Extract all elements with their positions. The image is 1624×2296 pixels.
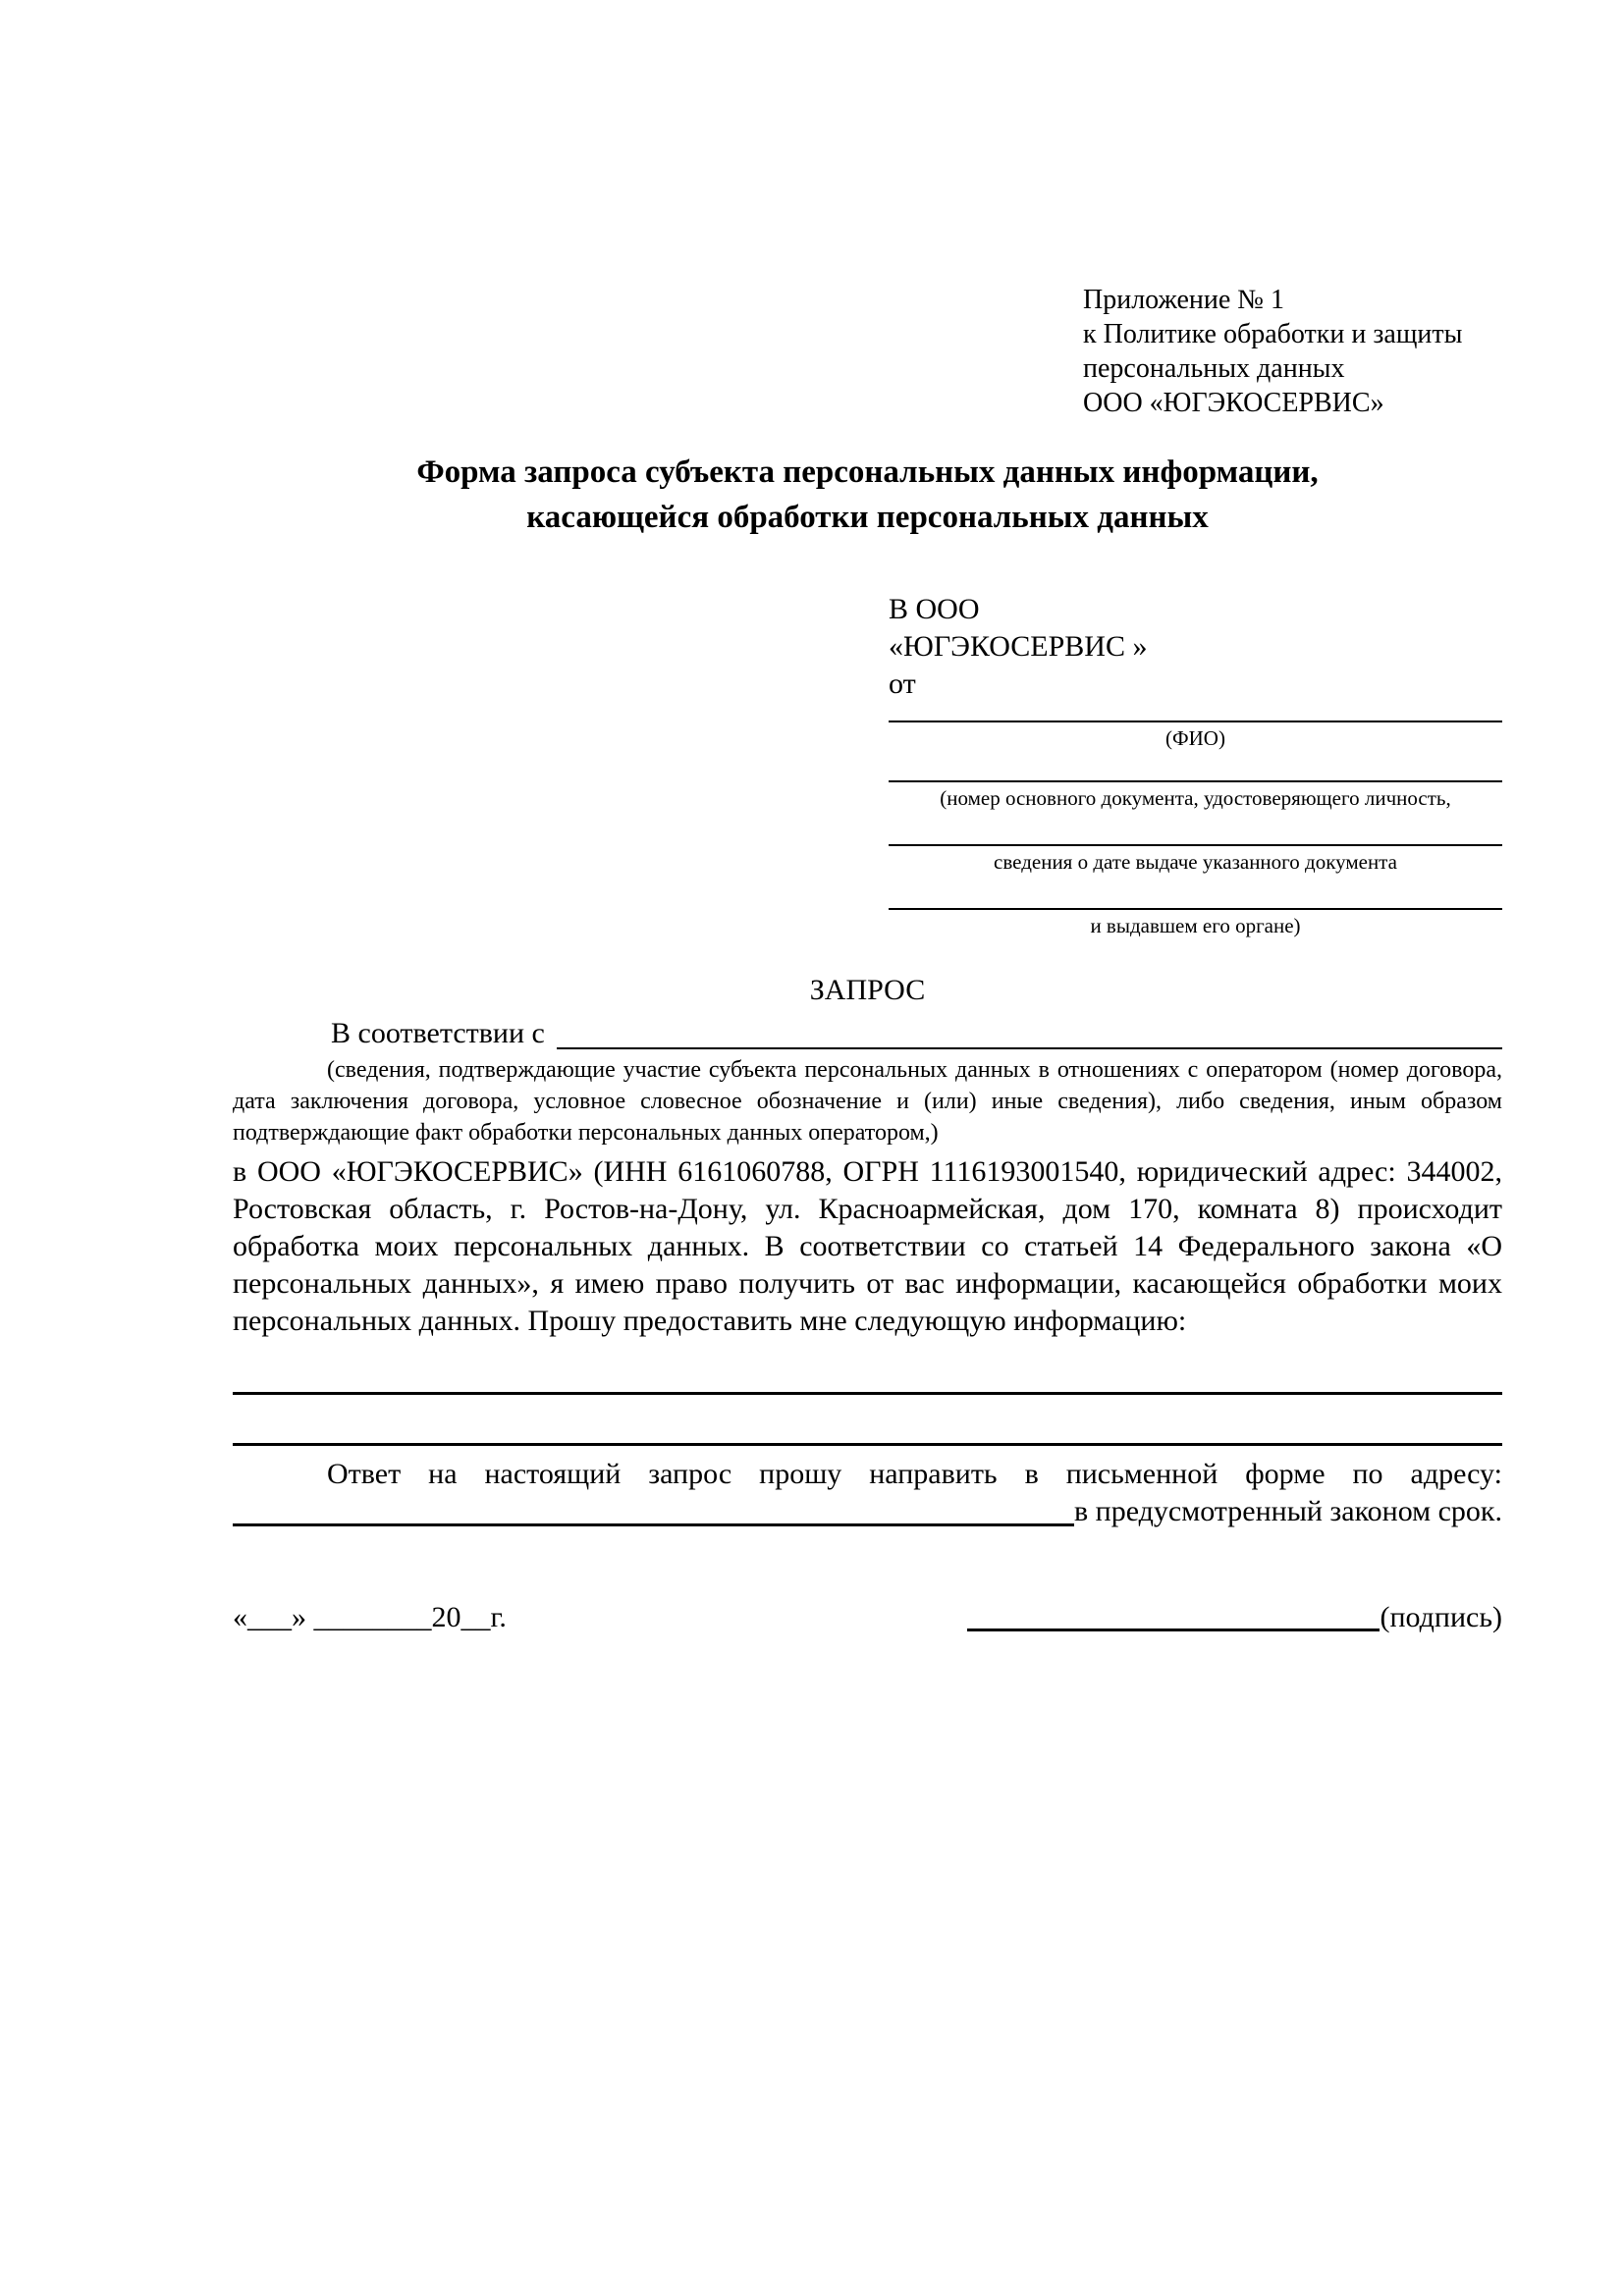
issue-date-input-line[interactable]: [889, 811, 1502, 846]
addressee-block: [889, 591, 1502, 938]
response-address-row: [233, 1493, 1502, 1530]
response-clause: Ответ на настоящий запрос прошу направить в письменной форме по адресу:: [327, 1458, 1502, 1490]
page-title: [233, 450, 1502, 540]
annex-line-2: к Политике обработки и защиты: [1083, 319, 1463, 349]
annex-line-4: ООО «ЮГЭКОСЕРВИС»: [1083, 388, 1384, 418]
annex-line-3: персональных данных: [1083, 353, 1345, 384]
requested-info-input-line-1[interactable]: [233, 1340, 1502, 1395]
addressee-from-label: от: [889, 667, 916, 700]
issue-date-caption: сведения о дате выдаче указанного документа: [994, 850, 1397, 874]
request-body-paragraph: в ООО «ЮГЭКОСЕРВИС» (ИНН 6161060788, ОГРН 1116193001540, юридический адрес: 344002, Ростовская область, г. Ростов-на-Дону, ул. Красноармейская, дом 170, комната 8) происходит обработка моих персональных данных. В соответствии со статьей 14 Федерального закона «О персональных данных», я имею право получить от вас информации, касающейся обработки моих персональных данных. Прошу предоставить мне следующую информацию:: [233, 1155, 1502, 1337]
footer-row: [233, 1599, 1502, 1636]
issuer-caption: и выдавшем его органе): [1090, 914, 1301, 937]
response-suffix-label: в предусмотренный законом срок.: [1074, 1495, 1502, 1527]
fio-input-line[interactable]: [889, 703, 1502, 722]
issuer-input-line[interactable]: [889, 875, 1502, 910]
signature-caption: (подпись): [1380, 1601, 1502, 1633]
basis-input-line[interactable]: [557, 1016, 1502, 1049]
addressee-to-line-1: В ООО: [889, 593, 980, 625]
basis-prefix-label: В соответствии с: [331, 1017, 545, 1049]
doc-number-input-line[interactable]: [889, 751, 1502, 782]
fio-caption: (ФИО): [1165, 726, 1225, 750]
basis-footnote: (сведения, подтверждающие участие субъекта персональных данных в отношениях с оператором (номер договора, дата заключения договора, условное словесное обозначение и (или) иные сведения), либо сведения, иным образом подтверждающие факт обработки персональных данных оператором,): [233, 1057, 1502, 1146]
requested-info-input-line-2[interactable]: [233, 1395, 1502, 1446]
request-heading: ЗАПРОС: [809, 974, 926, 1006]
addressee-to-line-2: «ЮГЭКОСЕРВИС »: [889, 630, 1148, 663]
page-title-line-2: касающейся обработки персональных данных: [526, 500, 1209, 535]
signature-group: [967, 1599, 1502, 1636]
annex-block: [1083, 283, 1502, 420]
doc-number-caption: (номер основного документа, удостоверяющего личность,: [940, 786, 1451, 810]
basis-row: [233, 1015, 1502, 1052]
address-input-line[interactable]: [233, 1493, 1074, 1526]
annex-line-1: Приложение № 1: [1083, 285, 1284, 315]
signature-input-line[interactable]: [967, 1602, 1380, 1631]
page-title-line-1: Форма запроса субъекта персональных данных информации,: [416, 454, 1319, 490]
date-field[interactable]: «___» ________20__г.: [233, 1601, 507, 1633]
